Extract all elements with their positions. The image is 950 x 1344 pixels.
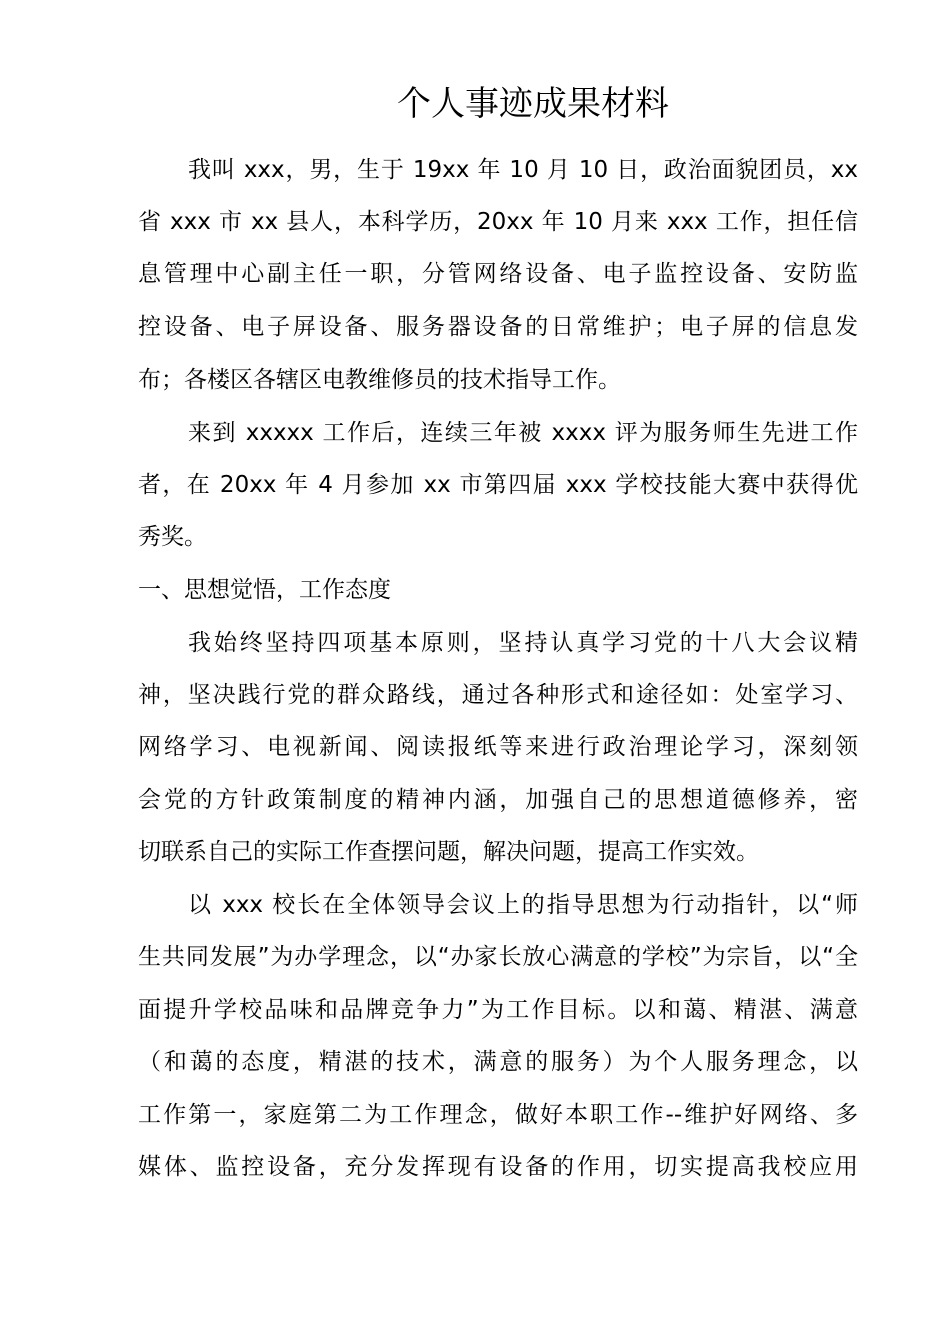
- text-line: 面提升学校品味和品牌竞争力”为工作目标。以和蔼、精湛、满意: [138, 997, 858, 1023]
- text-line: 切联系自己的实际工作查摆问题，解决问题，提高工作实效。: [138, 839, 759, 865]
- text-line: 媒体、监控设备，充分发挥现有设备的作用，切实提高我校应用: [138, 1154, 858, 1180]
- text-line: （和蔼的态度，精湛的技术，满意的服务）为个人服务理念，以: [138, 1049, 858, 1075]
- text-line: 我始终坚持四项基本原则，坚持认真学习党的十八大会议精: [188, 630, 858, 656]
- text-line: 我叫 xxx，男，生于 19xx 年 10 月 10 日，政治面貌团员，xx: [188, 157, 858, 183]
- text-line: 生共同发展”为办学理念，以“办家长放心满意的学校”为宗旨，以“全: [138, 944, 858, 970]
- text-line: 来到 xxxxx 工作后，连续三年被 xxxx 评为服务师生先进工作: [188, 420, 858, 446]
- text-line: 工作第一，家庭第二为工作理念，做好本职工作--维护好网络、多: [138, 1102, 858, 1128]
- text-line: 网络学习、电视新闻、阅读报纸等来进行政治理论学习，深刻领: [138, 734, 858, 760]
- text-line: 控设备、电子屏设备、服务器设备的日常维护；电子屏的信息发: [138, 314, 858, 340]
- text-line: 者，在 20xx 年 4 月参加 xx 市第四届 xxx 学校技能大赛中获得优: [138, 472, 858, 498]
- text-line: 秀奖。: [138, 524, 207, 550]
- document-title: 个人事迹成果材料: [397, 84, 669, 124]
- text-line: 布；各楼区各辖区电教维修员的技术指导工作。: [138, 367, 621, 393]
- section-heading: 一、思想觉悟，工作态度: [138, 577, 391, 603]
- text-line: 息管理中心副主任一职，分管网络设备、电子监控设备、安防监: [138, 261, 858, 287]
- text-line: 省 xxx 市 xx 县人，本科学历，20xx 年 10 月来 xxx 工作，担任信: [138, 209, 858, 235]
- text-line: 会党的方针政策制度的精神内涵，加强自己的思想道德修养，密: [138, 787, 858, 813]
- text-line: 神，坚决践行党的群众路线，通过各种形式和途径如：处室学习、: [138, 682, 858, 708]
- text-line: 以 xxx 校长在全体领导会议上的指导思想为行动指针，以“师: [188, 892, 858, 918]
